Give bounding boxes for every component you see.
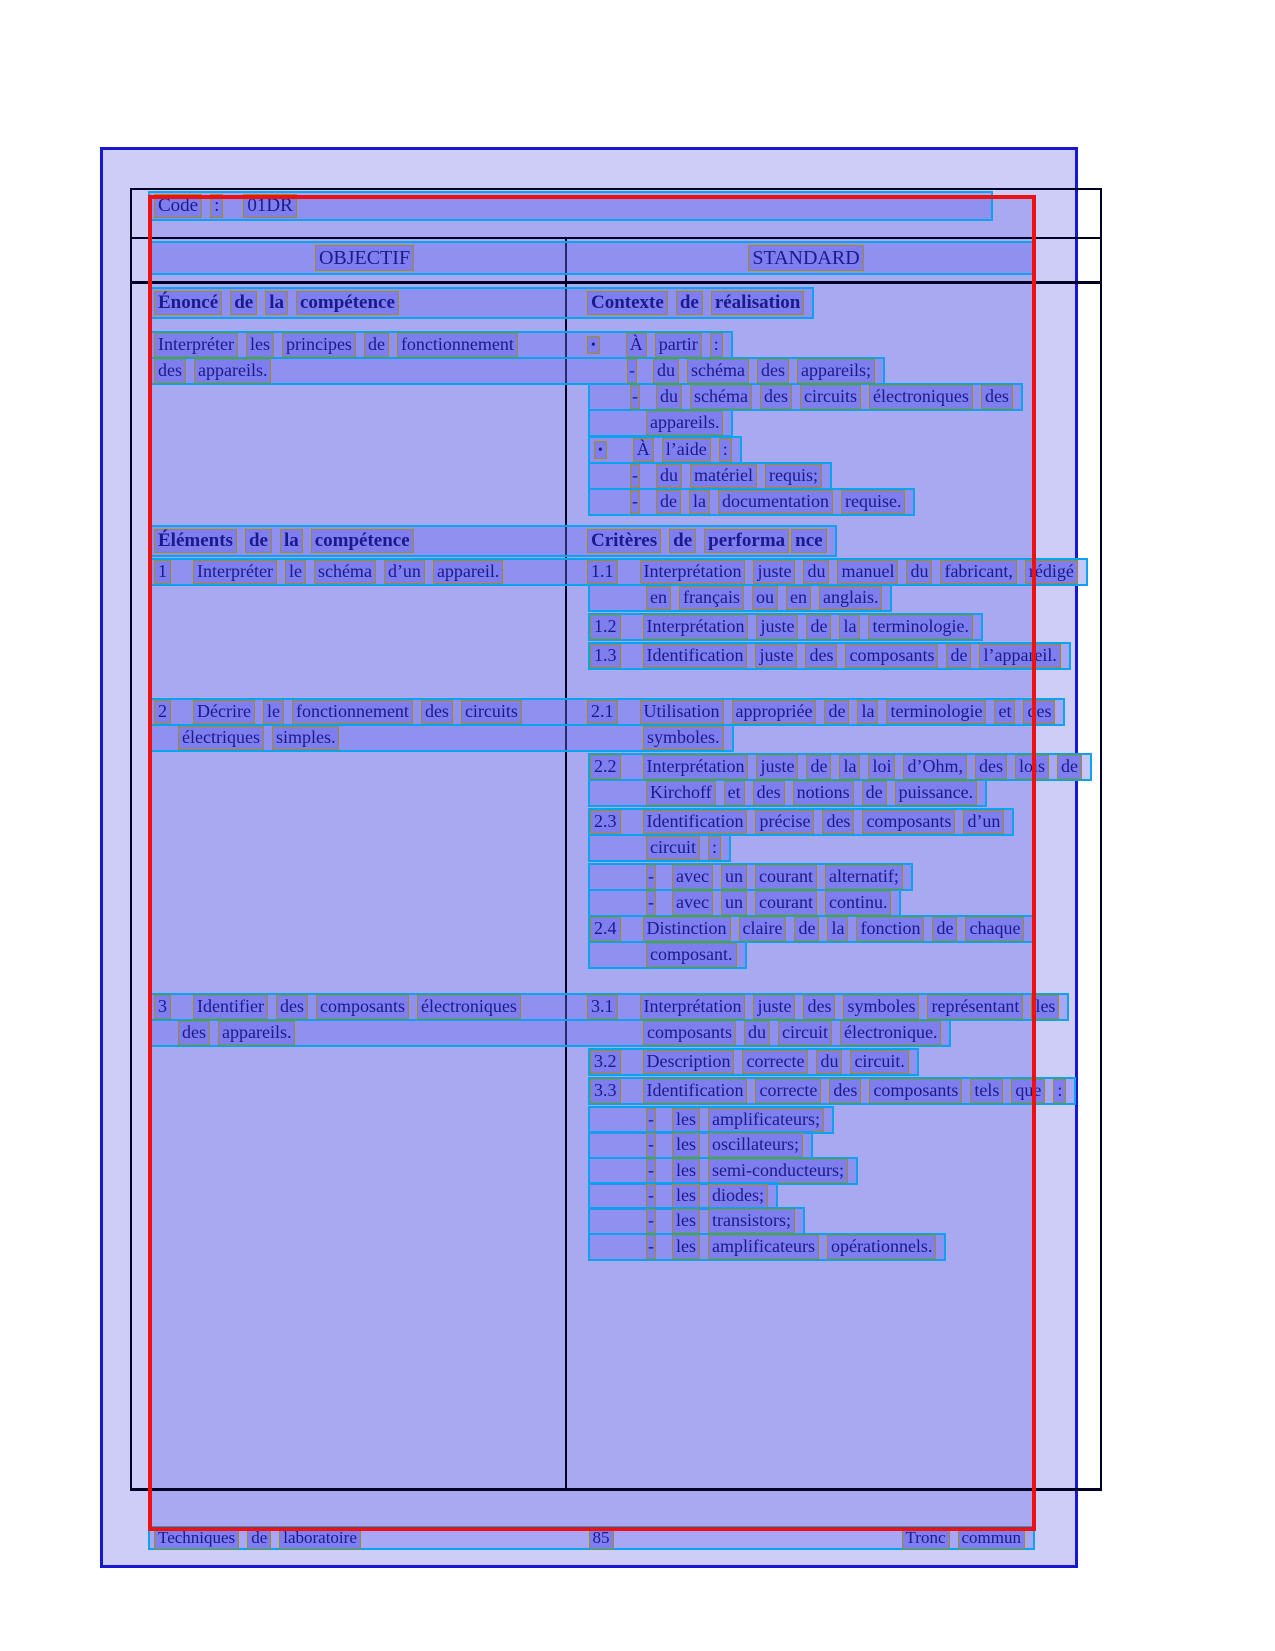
ocr-line-segment (150, 700, 587, 724)
ocr-word-box: des (822, 810, 854, 834)
ocr-word-box: d’Ohm, (903, 755, 967, 779)
ocr-word-box: des (757, 359, 789, 383)
ocr-line-segment (150, 560, 587, 584)
ocr-word-box: 1.3 (590, 644, 621, 668)
ocr-word-box: Énoncé (154, 291, 222, 316)
ocr-line-segment (590, 1235, 944, 1259)
ocr-line-box element-1 (148, 558, 1088, 586)
ocr-word-box: terminologie (886, 700, 986, 724)
ocr-line-box element-3 (148, 993, 1069, 1021)
ocr-line-segment (590, 836, 729, 860)
ocr-line-segment (587, 726, 732, 750)
ocr-word-box: fonctionnement (292, 700, 413, 724)
ocr-word-box: de (862, 781, 887, 805)
ocr-word-box: principes (282, 333, 356, 357)
ocr-word-box: de (230, 291, 257, 316)
ocr-word-box: continu. (825, 891, 892, 915)
ocr-line-box criterion-item (588, 1207, 805, 1235)
ocr-line-segment (590, 810, 1012, 834)
ocr-word-box: composants (643, 1021, 736, 1045)
ocr-line-segment (590, 917, 1032, 941)
ocr-line-box criterion-2-4 (588, 915, 1034, 943)
ocr-word-box: les (672, 1209, 700, 1233)
ocr-line-segment (590, 385, 1021, 409)
ocr-word-box: électronique. (840, 1021, 941, 1045)
ocr-line-box criterion-cont (588, 941, 747, 969)
ocr-word-box: 3.1 (587, 995, 618, 1019)
ocr-word-box: Tronc (902, 1527, 950, 1549)
ocr-line-box criterion-1-3 (588, 642, 1071, 670)
ocr-word-box: la (857, 700, 878, 724)
ocr-word-box: appareils; (797, 359, 875, 383)
ocr-word-box: anglais. (819, 586, 883, 610)
ocr-word-box: de (806, 755, 831, 779)
ocr-word-box: schéma (314, 560, 376, 584)
ocr-line-segment (150, 245, 587, 271)
ocr-word-box: des (753, 781, 785, 805)
ocr-word-box: schéma (690, 385, 752, 409)
ocr-word-box: Utilisation (640, 700, 724, 724)
ocr-line-segment (590, 865, 911, 889)
ocr-word-box: les (246, 333, 274, 357)
ocr-word-box: tels (970, 1079, 1003, 1103)
ocr-word-box: juste (756, 615, 798, 639)
ocr-word-box: composants (316, 995, 409, 1019)
ocr-word-box: Interprétation (640, 995, 746, 1019)
ocr-word-box: un (721, 865, 747, 889)
ocr-line-segment (590, 755, 1090, 779)
ocr-word-box: appropriée (732, 700, 817, 724)
ocr-line-segment (587, 529, 835, 554)
ocr-word-box: lois (1015, 755, 1049, 779)
ocr-line-box criterion-3-3 (588, 1077, 1076, 1105)
ocr-word-box: performa (704, 529, 789, 554)
ocr-line-box criterion-cont (588, 834, 731, 862)
ocr-word-box: amplificateurs; (708, 1108, 824, 1132)
ocr-word-box: circuit (778, 1021, 832, 1045)
ocr-line-box context-bullet-2 (588, 436, 742, 464)
ocr-line-segment (590, 1159, 856, 1183)
ocr-word-box: et (724, 781, 745, 805)
ocr-line-box objective-line-2 (148, 357, 885, 385)
ocr-line-segment (590, 464, 830, 488)
ocr-word-box: circuits (461, 700, 522, 724)
ocr-word-box: les (672, 1235, 700, 1259)
ocr-word-box: la (280, 529, 303, 554)
ocr-word-box: des (421, 700, 453, 724)
ocr-line-segment (150, 359, 587, 383)
ocr-word-box: semi-conducteurs; (708, 1159, 848, 1183)
ocr-line-segment (750, 1527, 1033, 1549)
ocr-word-box: oscillateurs; (708, 1133, 803, 1157)
ocr-word-box: avec (672, 891, 713, 915)
ocr-word-box: - (627, 359, 637, 383)
ocr-word-box: de (794, 917, 819, 941)
ocr-word-box: l’appareil. (979, 644, 1060, 668)
ocr-word-box: du (906, 560, 932, 584)
ocr-word-box: À (626, 333, 647, 357)
ocr-word-box: amplificateurs (708, 1235, 819, 1259)
ocr-line-segment (590, 438, 740, 462)
ocr-line-box criterion-1-2 (588, 613, 983, 641)
ocr-word-box: Contexte (587, 291, 668, 316)
ocr-word-box: électriques (178, 726, 264, 750)
ocr-line-box objective-line-1 (148, 331, 733, 359)
ocr-line-segment (150, 529, 587, 554)
ocr-word-box: de (656, 490, 681, 514)
ocr-word-box: : (708, 836, 721, 860)
ocr-word-box: fonction (856, 917, 924, 941)
ocr-word-box: - (630, 490, 640, 514)
ocr-word-box: claire (739, 917, 787, 941)
ocr-word-box: de (932, 917, 957, 941)
ocr-word-box: correcte (755, 1079, 821, 1103)
ocr-word-box: simples. (272, 726, 340, 750)
ocr-word-box: la (265, 291, 288, 316)
ocr-line-box code-row (148, 191, 993, 221)
ocr-word-box: 2 (154, 700, 171, 724)
ocr-line-segment (590, 1108, 832, 1132)
ocr-word-box: Code (154, 194, 202, 219)
ocr-word-box: en (786, 586, 811, 610)
ocr-word-box: - (646, 1184, 656, 1208)
ocr-word-box: appareils. (218, 1021, 295, 1045)
ocr-word-box: et (994, 700, 1015, 724)
ocr-line-segment (587, 995, 1067, 1019)
ocr-word-box: juste (755, 644, 797, 668)
ocr-word-box: - (630, 385, 640, 409)
ocr-word-box: diodes; (708, 1184, 768, 1208)
ocr-line-box criterion-item (588, 1233, 946, 1261)
ocr-word-box: la (827, 917, 848, 941)
ocr-word-box: Identification (643, 810, 748, 834)
ocr-word-box: : (210, 194, 223, 219)
ocr-line-segment (587, 1021, 949, 1045)
ocr-word-box: laboratoire (279, 1527, 361, 1549)
ocr-word-box: alternatif; (825, 865, 903, 889)
ocr-word-box: Interprétation (643, 615, 749, 639)
ocr-line-segment (587, 245, 1033, 271)
ocr-line-box element-2-cont (148, 724, 734, 752)
ocr-line-segment (590, 490, 913, 514)
ocr-word-box: - (646, 865, 656, 889)
ocr-line-segment (590, 943, 745, 967)
ocr-word-box: Description (643, 1050, 735, 1074)
ocr-word-box: OBJECTIF (315, 245, 414, 271)
ocr-word-box: composants (845, 644, 938, 668)
ocr-word-box: du (803, 560, 829, 584)
ocr-word-box: Identification (643, 644, 748, 668)
ocr-word-box: Interpréter (154, 333, 238, 357)
ocr-line-box section-headers (148, 287, 814, 319)
ocr-line-segment (587, 700, 1063, 724)
ocr-word-box: - (646, 1159, 656, 1183)
ocr-word-box: du (653, 359, 679, 383)
ocr-line-box criterion-cont (588, 584, 892, 612)
ocr-word-box: rédigé (1025, 560, 1078, 584)
ocr-line-box section-headers-2 (148, 525, 837, 557)
ocr-word-box: requise. (841, 490, 905, 514)
ocr-line-box criterion-item (588, 1157, 858, 1185)
ocr-word-box: documentation (718, 490, 833, 514)
ocr-word-box: électroniques (417, 995, 521, 1019)
ocr-word-box: - (646, 1235, 656, 1259)
ocr-word-box: Identification (643, 1079, 748, 1103)
ocr-word-box: des (803, 995, 835, 1019)
ocr-word-box: Critères (587, 529, 661, 554)
ocr-word-box: de (669, 529, 696, 554)
ocr-word-box: matériel (690, 464, 757, 488)
ocr-word-box: fonctionnement (397, 333, 518, 357)
ocr-word-box: : (719, 438, 732, 462)
ocr-word-box: des (1023, 700, 1055, 724)
ocr-word-box: - (646, 1209, 656, 1233)
ocr-line-box criterion-item (588, 1131, 813, 1159)
ocr-word-box: de (245, 529, 272, 554)
ocr-word-box: 2.1 (587, 700, 618, 724)
ocr-word-box: de (824, 700, 849, 724)
ocr-word-box: la (839, 755, 860, 779)
ocr-word-box: Techniques (154, 1527, 239, 1549)
ocr-word-box: d’un (963, 810, 1004, 834)
ocr-word-box: manuel (837, 560, 898, 584)
ocr-line-segment (150, 291, 587, 316)
ocr-word-box: composants (862, 810, 955, 834)
ocr-word-box: d’un (384, 560, 425, 584)
ocr-word-box: - (646, 891, 656, 915)
ocr-word-box: des (829, 1079, 861, 1103)
ocr-word-box: un (721, 891, 747, 915)
ocr-word-box: 3 (154, 995, 171, 1019)
ocr-word-box: 1.1 (587, 560, 618, 584)
ocr-word-box: 3.3 (590, 1079, 621, 1103)
ocr-word-box: la (839, 615, 860, 639)
ocr-line-segment (590, 586, 890, 610)
ocr-word-box: de (806, 615, 831, 639)
ocr-word-box: circuit. (850, 1050, 908, 1074)
ocr-line-box criterion-2-3 (588, 808, 1014, 836)
ocr-word-box: de (946, 644, 971, 668)
ocr-word-box: du (744, 1021, 770, 1045)
ocr-word-box: fabricant, (940, 560, 1016, 584)
ocr-word-box: la (689, 490, 710, 514)
ocr-line-segment (590, 644, 1069, 668)
ocr-line-segment (590, 781, 985, 805)
ocr-line-segment (587, 333, 731, 357)
ocr-word-box: opérationnels. (827, 1235, 936, 1259)
ocr-line-segment (587, 359, 883, 383)
ocr-line-segment (590, 615, 981, 639)
ocr-word-box: avec (672, 865, 713, 889)
ocr-line-segment (590, 1184, 776, 1208)
ocr-word-box: compétence (296, 291, 399, 316)
ocr-word-box: composants (869, 1079, 962, 1103)
ocr-line-segment (590, 891, 899, 915)
ocr-word-box: appareil. (433, 560, 503, 584)
ocr-word-box: Interprétation (643, 755, 749, 779)
ocr-line-segment (150, 1527, 460, 1549)
ocr-word-box: juste (756, 755, 798, 779)
ocr-line-segment (590, 1133, 811, 1157)
ocr-word-box: électroniques (869, 385, 973, 409)
ocr-word-box: : (1053, 1079, 1066, 1103)
ocr-line-segment (590, 411, 731, 435)
ocr-line-box criterion-item (588, 863, 913, 891)
ocr-word-box: des (154, 359, 186, 383)
ocr-word-box: Décrire (193, 700, 255, 724)
ocr-line-segment (150, 194, 305, 219)
ocr-word-box: puissance. (895, 781, 977, 805)
ocr-word-box: • (587, 336, 600, 354)
ocr-word-box: Éléments (154, 529, 237, 554)
ocr-line-segment (460, 1527, 750, 1549)
ocr-word-box: Kirchoff (646, 781, 716, 805)
ocr-word-box: • (594, 441, 607, 459)
ocr-word-box: 01DR (243, 194, 296, 219)
ocr-word-box: de (676, 291, 703, 316)
ocr-word-box: 85 (589, 1527, 614, 1549)
ocr-word-box: l’aide (662, 438, 711, 462)
ocr-word-box: appareils. (646, 411, 723, 435)
ocr-word-box: de (364, 333, 389, 357)
ocr-word-box: les (672, 1133, 700, 1157)
ocr-word-box: - (646, 1108, 656, 1132)
ocr-line-segment (587, 291, 812, 316)
ocr-word-box: 2.2 (590, 755, 621, 779)
ocr-word-box: appareils. (194, 359, 271, 383)
ocr-word-box: le (285, 560, 306, 584)
ocr-word-box: notions (793, 781, 854, 805)
ocr-line-box criterion-item (588, 889, 901, 917)
ocr-word-box: courant (755, 865, 817, 889)
ocr-word-box: Interprétation (640, 560, 746, 584)
ocr-word-box: des (760, 385, 792, 409)
ocr-word-box: 1.2 (590, 615, 621, 639)
ocr-line-box criterion-item (588, 1182, 778, 1210)
ocr-word-box: du (656, 385, 682, 409)
ocr-word-box: correcte (742, 1050, 808, 1074)
ocr-line-box criterion-3-2 (588, 1048, 919, 1076)
ocr-word-box: requis; (765, 464, 822, 488)
ocr-line-segment (150, 1021, 587, 1045)
ocr-line-box context-item (588, 383, 1023, 411)
ocr-word-box: - (646, 1133, 656, 1157)
ocr-word-box: des (178, 1021, 210, 1045)
ocr-word-box: précise (755, 810, 814, 834)
ocr-word-box: des (276, 995, 308, 1019)
ocr-word-box: partir (655, 333, 702, 357)
ocr-line-segment (590, 1209, 803, 1233)
ocr-line-box criterion-item (588, 1106, 834, 1134)
ocr-line-segment (150, 995, 587, 1019)
ocr-line-segment (590, 1079, 1074, 1103)
ocr-word-box: schéma (687, 359, 749, 383)
ocr-word-box: compétence (311, 529, 414, 554)
ocr-word-box: - (630, 464, 640, 488)
ocr-word-box: représentant (927, 995, 1023, 1019)
ocr-word-box: juste (753, 995, 795, 1019)
ocr-word-box: Identifier (193, 995, 268, 1019)
ocr-word-box: symboles (843, 995, 919, 1019)
ocr-word-box: loi (868, 755, 895, 779)
ocr-word-box: 3.2 (590, 1050, 621, 1074)
ocr-word-box: courant (755, 891, 817, 915)
ocr-word-box: 2.4 (590, 917, 621, 941)
ocr-word-box: commun (958, 1527, 1026, 1549)
ocr-word-box: circuits (800, 385, 861, 409)
ocr-line-box criterion-2-2 (588, 753, 1092, 781)
ocr-line-box context-item-cont (588, 409, 733, 437)
ocr-line-segment (150, 333, 587, 357)
ocr-word-box: de (1057, 755, 1082, 779)
ocr-word-box: composant. (646, 943, 737, 967)
ocr-word-box: : (710, 333, 723, 357)
ocr-word-box: le (263, 700, 284, 724)
ocr-word-box: les (1031, 995, 1059, 1019)
ocr-word-box: nce (791, 529, 826, 554)
ocr-word-box: terminologie. (868, 615, 972, 639)
ocr-word-box: des (981, 385, 1013, 409)
ocr-word-box: juste (753, 560, 795, 584)
ocr-word-box: transistors; (708, 1209, 795, 1233)
ocr-word-box: 1 (154, 560, 171, 584)
ocr-word-box: 2.3 (590, 810, 621, 834)
ocr-line-box context-item (588, 462, 832, 490)
ocr-line-segment (590, 1050, 917, 1074)
ocr-word-box: circuit (646, 836, 700, 860)
ocr-line-segment (150, 726, 587, 750)
ocr-word-box: en (646, 586, 671, 610)
ocr-line-segment (587, 560, 1086, 584)
ocr-line-box element-2 (148, 698, 1065, 726)
ocr-line-box element-3-cont (148, 1019, 951, 1047)
ocr-word-box: des (805, 644, 837, 668)
ocr-word-box: À (633, 438, 654, 462)
ocr-word-box: ou (752, 586, 778, 610)
ocr-word-box: du (656, 464, 682, 488)
ocr-word-box: des (975, 755, 1007, 779)
ocr-word-box: les (672, 1184, 700, 1208)
ocr-word-box: que (1011, 1079, 1045, 1103)
ocr-word-box: du (816, 1050, 842, 1074)
ocr-line-box criterion-cont (588, 779, 987, 807)
ocr-word-box: Distinction (643, 917, 731, 941)
ocr-word-box: chaque (965, 917, 1024, 941)
ocr-word-box: les (672, 1108, 700, 1132)
ocr-word-box: de (247, 1527, 271, 1549)
ocr-word-box: les (672, 1159, 700, 1183)
ocr-line-box column-headers (148, 241, 1035, 275)
ocr-line-box footer-row (148, 1526, 1035, 1550)
ocr-word-box: français (679, 586, 744, 610)
ocr-word-box: STANDARD (748, 245, 863, 271)
ocr-word-box: symboles. (643, 726, 724, 750)
ocr-word-box: Interpréter (193, 560, 277, 584)
ocr-line-box context-item (588, 488, 915, 516)
ocr-word-box: réalisation (711, 291, 805, 316)
